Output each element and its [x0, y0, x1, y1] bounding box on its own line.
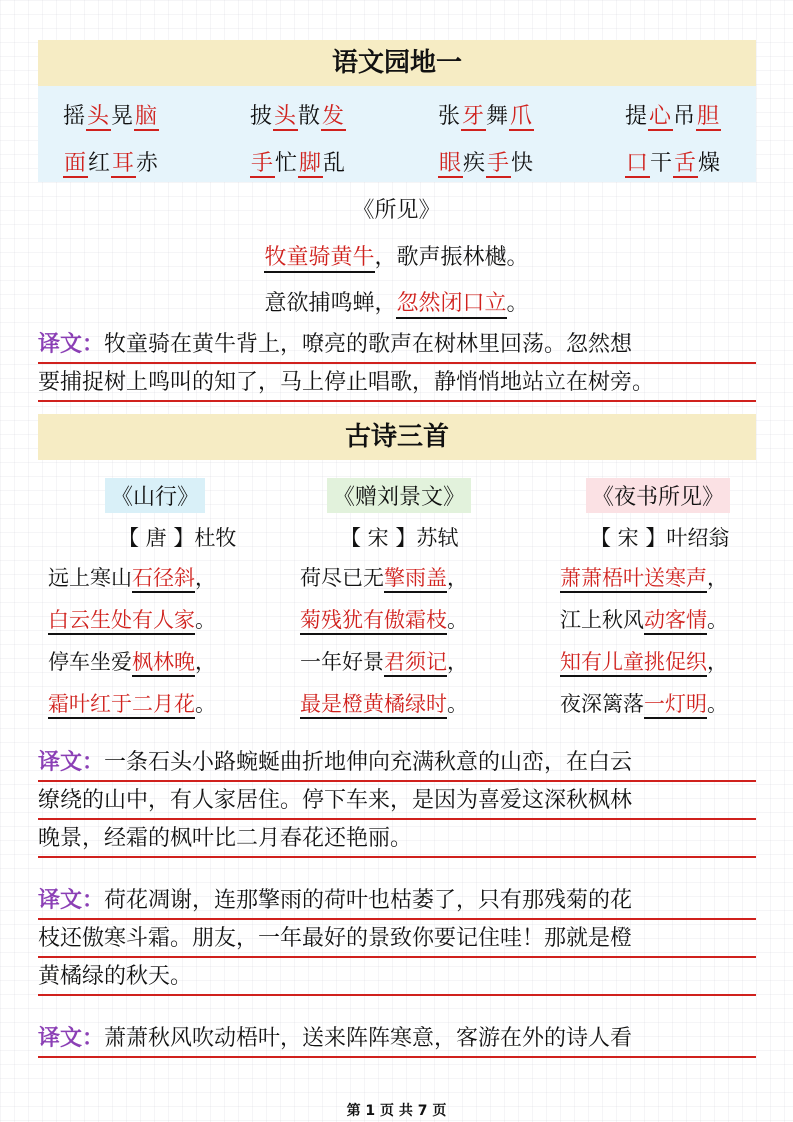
poem-line-punct: ，: [447, 566, 468, 590]
translation-text: 萧萧秋风吹动梧叶，送来阵阵寒意，客游在外的诗人看: [104, 1026, 633, 1051]
idiom-char: 红: [88, 151, 112, 176]
idiom-char: 疾: [463, 151, 487, 176]
translation-line: [38, 364, 756, 402]
idiom-char: 忙: [275, 151, 299, 176]
idiom-highlight-char: 耳: [112, 151, 136, 176]
idiom-highlight-char: 手: [487, 151, 511, 176]
poem-author: 【 宋 】苏轼: [340, 526, 459, 550]
idiom-highlight-char: 心: [649, 104, 673, 129]
idiom-highlight-char: 牙: [462, 104, 486, 129]
poem-line-punct: ，: [707, 650, 728, 674]
idiom-highlight-char: 眼: [439, 151, 463, 176]
idiom-item: [438, 146, 534, 177]
poem-title: 《山行》: [105, 478, 205, 513]
translation-line: [38, 326, 756, 364]
poem-line-punct: ，: [447, 650, 468, 674]
poem-line-highlight: 霜叶红于二月花: [48, 692, 195, 719]
poem-line-punct: 。: [447, 692, 468, 716]
translation-text: 黄橘绿的秋天。: [38, 964, 193, 989]
translation-label: 译文：: [38, 888, 105, 913]
translation-block: [38, 1020, 756, 1058]
poem-line-text: 夜深篱落: [560, 692, 644, 716]
idiom-char: 干: [650, 151, 674, 176]
idiom-highlight-char: 手: [251, 151, 275, 176]
poem-line-highlight: 一灯明: [644, 692, 707, 719]
poem-line-punct: ，: [195, 566, 216, 590]
idiom-highlight-char: 脑: [135, 104, 159, 129]
poem-line-2-end: 。: [506, 291, 529, 316]
translation-text: 枝还傲寒斗霜。朋友，一年最好的景致你要记住哇！那就是橙: [38, 926, 633, 951]
idiom-highlight-char: 发: [322, 104, 346, 129]
translation-text: 晚景，经霜的枫叶比二月春花还艳丽。: [38, 826, 413, 851]
idiom-char: 吊: [673, 104, 697, 129]
poem-line: [48, 646, 216, 676]
poem-author: 【 宋 】叶绍翁: [590, 526, 730, 550]
poem-line-punct: ，: [707, 566, 728, 590]
page-footer: 第 1 页 共 7 页: [346, 1103, 447, 1119]
poem-title-suojian: 《所见》: [352, 198, 441, 223]
poem-line: [560, 604, 728, 634]
idiom-char: 张: [438, 104, 462, 129]
poem-line-2: [0, 286, 793, 317]
translation-label: 译文：: [38, 750, 105, 775]
translation-block: [38, 882, 756, 996]
translation-line: [38, 920, 756, 958]
poem-author: 【 唐 】杜牧: [118, 526, 237, 550]
idiom-item: [250, 99, 346, 130]
poem-line: [300, 688, 468, 718]
poem-line-1: [0, 240, 793, 271]
poem-line: [560, 562, 728, 592]
poem-line-punct: 。: [707, 692, 728, 716]
poem-line-highlight: 知有儿童挑促织: [560, 650, 707, 677]
poem-line-highlight: 萧萧梧叶送寒声: [560, 566, 707, 593]
translation-block: [38, 744, 756, 858]
idiom-highlight-char: 面: [64, 151, 88, 176]
idiom-char: 摇: [63, 104, 87, 129]
translation-line: [38, 1020, 756, 1058]
idiom-item: [63, 99, 159, 130]
poem-line-text: 一年好景: [300, 650, 384, 674]
idiom-highlight-char: 爪: [510, 104, 534, 129]
poem-line-highlight: 动客情: [644, 608, 707, 635]
poem-line: [300, 604, 468, 634]
idiom-highlight-char: 头: [274, 104, 298, 129]
poem-line-highlight: 枫林晚: [132, 650, 195, 677]
idiom-highlight-char: 头: [87, 104, 111, 129]
idiom-item: [438, 99, 534, 130]
poem-line-highlight: 擎雨盖: [384, 566, 447, 593]
poem-line-punct: 。: [195, 608, 216, 632]
translation-text: 荷花凋谢，连那擎雨的荷叶也枯萎了，只有那残菊的花: [104, 888, 633, 913]
idiom-highlight-char: 舌: [674, 151, 698, 176]
idiom-char: 披: [250, 104, 274, 129]
poem-line-punct: ，: [195, 650, 216, 674]
translation-line: [38, 820, 756, 858]
poem-line-punct: 。: [707, 608, 728, 632]
poem-line-1-rest: ，歌声振林樾。: [374, 245, 529, 270]
translation-line: [38, 882, 756, 920]
idiom-char: 赤: [136, 151, 160, 176]
idiom-item: [250, 146, 346, 177]
poem-line-2-start: 意欲捕鸣蝉，: [264, 291, 397, 316]
poem-line-highlight: 菊残犹有傲霜枝: [300, 608, 447, 635]
poem-line-punct: 。: [447, 608, 468, 632]
translation-text: 要捕捉树上鸣叫的知了，马上停止唱歌，静悄悄地站立在树旁。: [38, 370, 655, 395]
poem-line: [48, 604, 216, 634]
idiom-char: 散: [298, 104, 322, 129]
poem-line-text: 停车坐爱: [48, 650, 132, 674]
translation-text: 缭绕的山中，有人家居住。停下车来，是因为喜爱这深秋枫林: [38, 788, 633, 813]
translation-label: 译文：: [38, 332, 105, 357]
idiom-char: 晃: [111, 104, 135, 129]
poem-line-1-highlight: 牧童骑黄牛: [264, 245, 374, 273]
translation-line: [38, 744, 756, 782]
idiom-highlight-char: 胆: [697, 104, 721, 129]
idiom-char: 舞: [486, 104, 510, 129]
translation-suojian: [38, 326, 756, 402]
section-title-yuwen-yuandi: 语文园地一: [38, 40, 756, 86]
poem-line-highlight: 君须记: [384, 650, 447, 677]
idiom-item: [625, 99, 721, 130]
poem-title: 《赠刘景文》: [327, 478, 471, 513]
translation-label: 译文：: [38, 1026, 105, 1051]
translation-text: 一条石头小路蜿蜒曲折地伸向充满秋意的山峦，在白云: [104, 750, 633, 775]
idiom-char: 快: [511, 151, 535, 176]
section-title-gushi-sanshou: 古诗三首: [38, 414, 756, 460]
idiom-char: 提: [625, 104, 649, 129]
translation-text: 牧童骑在黄牛背上，嘹亮的歌声在树林里回荡。忽然想: [104, 332, 633, 357]
poem-line-2-highlight: 忽然闭口立: [396, 291, 506, 319]
poem-line-highlight: 白云生处有人家: [48, 608, 195, 635]
poem-line: [560, 688, 728, 718]
idiom-item: [63, 146, 159, 177]
translation-line: [38, 782, 756, 820]
idiom-highlight-char: 口: [626, 151, 650, 176]
poem-line: [560, 646, 728, 676]
idiom-item: [625, 146, 721, 177]
idiom-char: 乱: [323, 151, 347, 176]
poem-line-text: 江上秋风: [560, 608, 644, 632]
poem-line-highlight: 最是橙黄橘绿时: [300, 692, 447, 719]
poem-line: [48, 562, 216, 592]
idiom-highlight-char: 脚: [299, 151, 323, 176]
poem-title: 《夜书所见》: [586, 478, 730, 513]
translation-line: [38, 958, 756, 996]
idiom-char: 燥: [698, 151, 722, 176]
poem-line: [300, 646, 468, 676]
poem-line-text: 远上寒山: [48, 566, 132, 590]
poem-line-highlight: 石径斜: [132, 566, 195, 593]
poem-line: [48, 688, 216, 718]
poem-line-text: 荷尽已无: [300, 566, 384, 590]
poem-line-punct: 。: [195, 692, 216, 716]
poem-line: [300, 562, 468, 592]
